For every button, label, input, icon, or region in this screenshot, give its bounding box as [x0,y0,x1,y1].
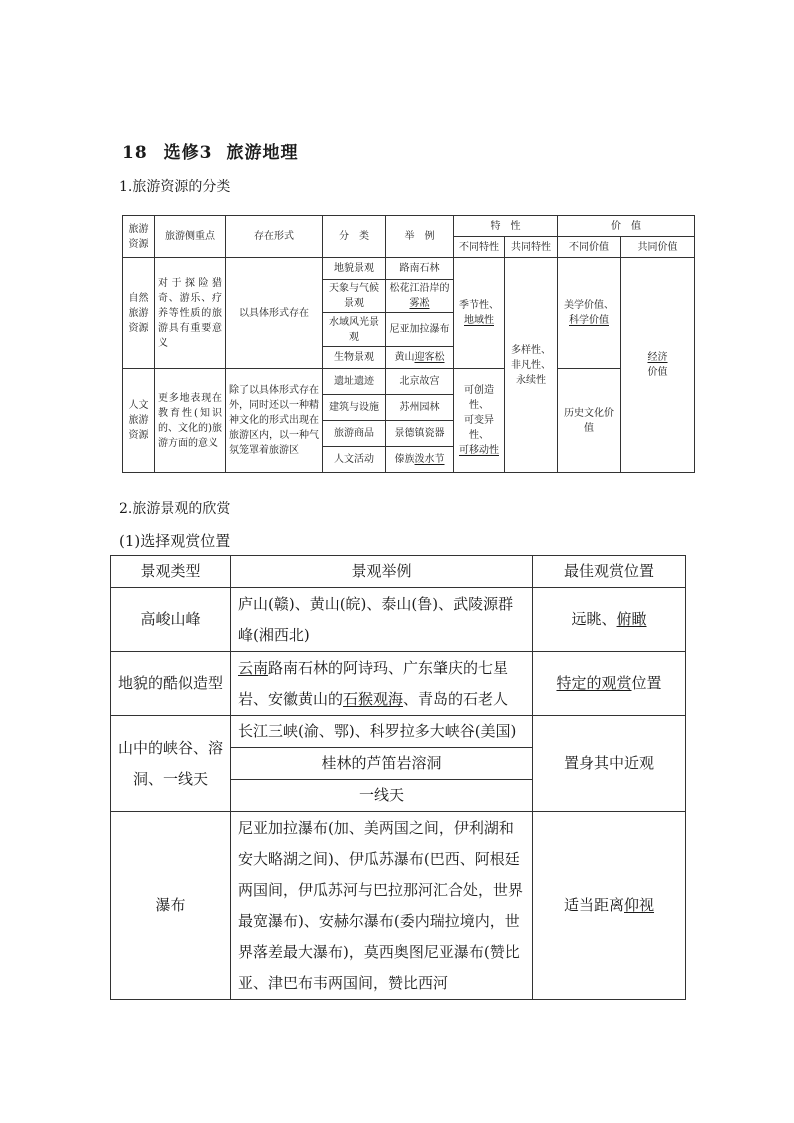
title-part2: 旅游地理 [226,143,299,163]
header-diff-trait: 不同特性 [454,237,505,258]
natural-category-1: 地貌景观 [323,258,386,280]
human-category-2: 建筑与设施 [323,395,386,421]
r1-type: 高峻山峰 [111,588,231,652]
header-resource: 旅游资源 [123,216,155,258]
header-best-position: 最佳观赏位置 [533,556,686,588]
natural-resource-name: 自然旅游资源 [123,258,155,369]
header-common-value: 共同价值 [621,237,695,258]
human-category-3: 旅游商品 [323,421,386,447]
human-form: 除了以具体形式存在外，同时还以一种精神文化的形式出现在旅游区内，以一种气氛笼罩着旅游区 [226,369,323,473]
human-example-3: 景德镇瓷器 [386,421,454,447]
r3-example-3: 一线天 [231,780,533,812]
human-diff-value: 历史文化价值 [558,369,621,473]
header-diff-value: 不同价值 [558,237,621,258]
viewing-position-table [110,555,686,1000]
human-resource-name: 人文旅游资源 [123,369,155,473]
r3-example-1: 长江三峡(渝、鄂)、科罗拉多大峡谷(美国) [231,716,533,748]
natural-example-2: 松花江沿岸的雾凇 [386,280,454,313]
r2-example: 云南路南石林的阿诗玛、广东肇庆的七星岩、安徽黄山的石猴观海、青岛的石老人 [231,652,533,716]
r2-position: 特定的观赏位置 [533,652,686,716]
human-example-2: 苏州园林 [386,395,454,421]
resource-classification-table [122,215,695,473]
human-category-1: 遗址遗迹 [323,369,386,395]
title-part1: 选修3 [163,143,213,163]
human-category-4: 人文活动 [323,447,386,473]
r3-type: 山中的峡谷、溶洞、一线天 [111,716,231,812]
r2-type: 地貌的酷似造型 [111,652,231,716]
natural-category-2: 天象与气候景观 [323,280,386,313]
header-emphasis: 旅游侧重点 [155,216,226,258]
natural-example-1: 路南石林 [386,258,454,280]
natural-category-4: 生物景观 [323,347,386,369]
common-trait: 多样性、非凡性、永续性 [505,258,558,473]
human-diff-trait: 可创造性、 可变异性、 可移动性 [454,369,505,473]
r1-example: 庐山(赣)、黄山(皖)、泰山(鲁)、武陵源群峰(湘西北) [231,588,533,652]
human-example-1: 北京故宫 [386,369,454,395]
page-title [122,138,299,163]
r3-position: 置身其中近观 [533,716,686,812]
r4-type: 瀑布 [111,812,231,1000]
r1-position: 远眺、俯瞰 [533,588,686,652]
section2-subheading: (1)选择观赏位置 [119,532,231,550]
header-category: 分 类 [323,216,386,258]
header-value: 价 值 [558,216,695,237]
header-landscape-example: 景观举例 [231,556,533,588]
r4-position: 适当距离仰视 [533,812,686,1000]
common-value: 经济 价值 [621,258,695,473]
natural-category-3: 水域风光景观 [323,313,386,347]
section2-heading: 2.旅游景观的欣赏 [119,501,231,517]
title-number: 18 [122,143,148,163]
section1-heading: 1.旅游资源的分类 [119,179,231,195]
r4-example: 尼亚加拉瀑布(加、美两国之间，伊利湖和安大略湖之间)、伊瓜苏瀑布(巴西、阿根廷两国间，伊瓜苏河与巴拉那河汇合处，世界最宽瀑布)、安赫尔瀑布(委内瑞拉境内，世界落差最大瀑布)，莫西奥图尼亚瀑布(赞比亚、津巴布韦两国间，赞比西河 [231,812,533,1000]
natural-diff-trait: 季节性、 地域性 [454,258,505,369]
natural-emphasis: 对于探险猎奇、游乐、疗养等性质的旅游具有重要意义 [155,258,226,369]
natural-diff-value: 美学价值、 科学价值 [558,258,621,369]
natural-form: 以具体形式存在 [226,258,323,369]
header-landscape-type: 景观类型 [111,556,231,588]
header-traits: 特 性 [454,216,558,237]
human-example-4: 傣族泼水节 [386,447,454,473]
human-emphasis: 更多地表现在教育性(知识的、文化的)旅游方面的意义 [155,369,226,473]
natural-example-3: 尼亚加拉瀑布 [386,313,454,347]
r3-example-2: 桂林的芦笛岩溶洞 [231,748,533,780]
header-common-trait: 共同特性 [505,237,558,258]
header-form: 存在形式 [226,216,323,258]
natural-example-4: 黄山迎客松 [386,347,454,369]
header-example: 举 例 [386,216,454,258]
